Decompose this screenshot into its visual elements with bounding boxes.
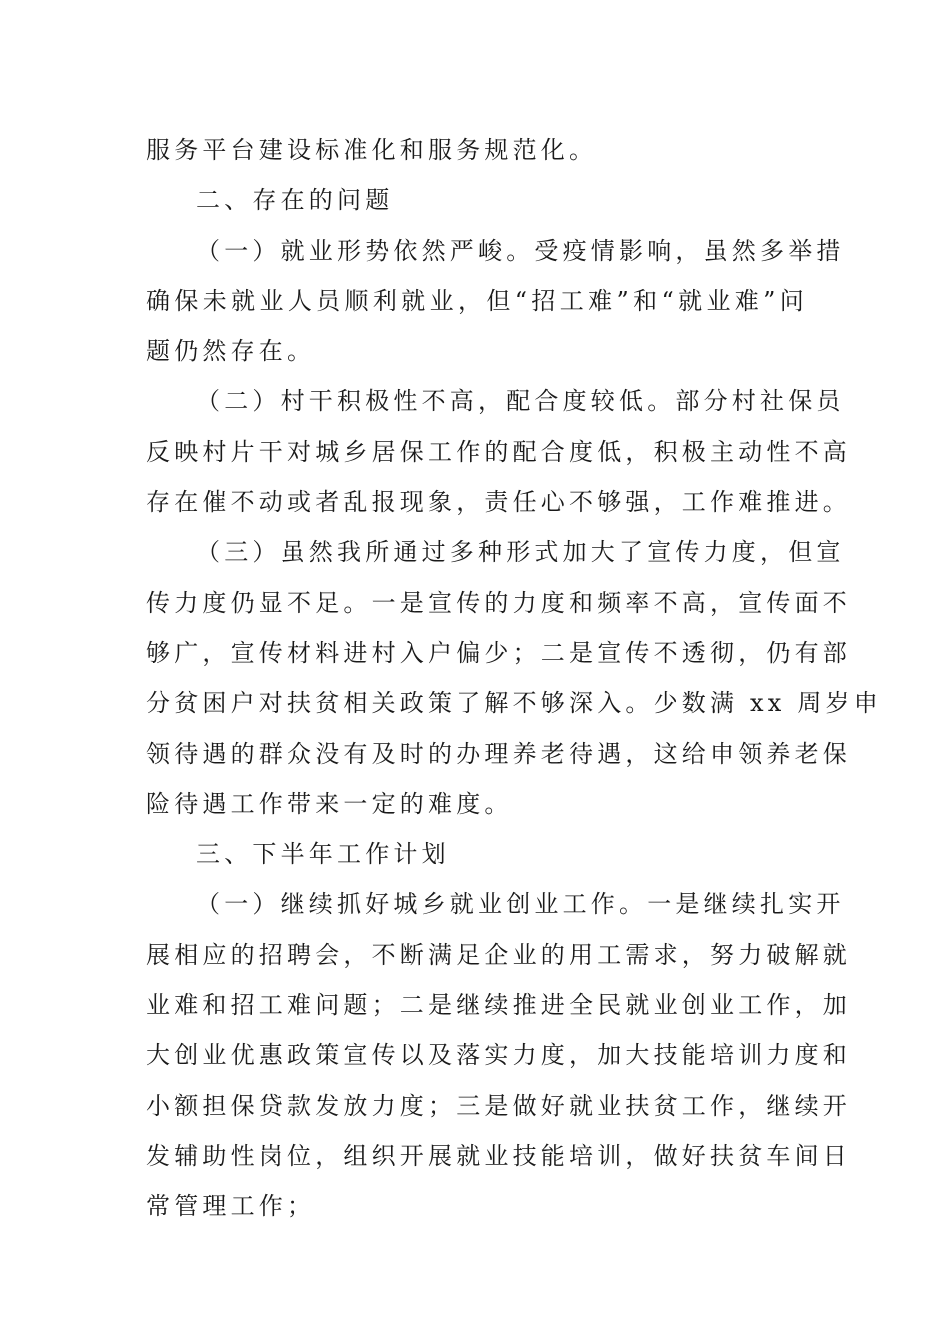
document-body: [146, 125, 882, 1232]
paragraph-line: 常管理工作；: [146, 1192, 316, 1221]
paragraph-line: 传力度仍显不足。一是宣传的力度和频率不高，宣传面不: [146, 588, 851, 617]
paragraph-line: 业难和招工难问题；二是继续推进全民就业创业工作，加: [146, 991, 851, 1020]
paragraph-line: 险待遇工作带来一定的难度。: [146, 789, 513, 818]
paragraph-line: 领待遇的群众没有及时的办理养老待遇，这给申领养老保: [146, 739, 851, 768]
paragraph-line: 小额担保贷款发放力度；三是做好就业扶贫工作，继续开: [146, 1091, 851, 1120]
paragraph-line: 确保未就业人员顺利就业，但“招工难”和“就业难”问: [146, 286, 808, 315]
paragraph-line: （二）村干积极性不高，配合度较低。部分村社保员: [196, 387, 845, 416]
paragraph-line: 够广，宣传材料进村入户偏少；二是宣传不透彻，仍有部: [146, 638, 851, 667]
paragraph-line: 题仍然存在。: [146, 337, 316, 366]
paragraph-line: （三）虽然我所通过多种形式加大了宣传力度，但宣: [196, 538, 845, 567]
paragraph-line: （一）就业形势依然严峻。受疫情影响，虽然多举措: [196, 236, 845, 265]
paragraph-line: 大创业优惠政策宣传以及落实力度，加大技能培训力度和: [146, 1041, 851, 1070]
paragraph-line: 反映村片干对城乡居保工作的配合度低，积极主动性不高: [146, 437, 851, 466]
paragraph-line: 展相应的招聘会，不断满足企业的用工需求，努力破解就: [146, 940, 851, 969]
paragraph-line: 分贫困户对扶贫相关政策了解不够深入。少数满 xx 周岁申: [146, 689, 882, 718]
paragraph-line: （一）继续抓好城乡就业创业工作。一是继续扎实开: [196, 890, 845, 919]
paragraph-line: 服务平台建设标准化和服务规范化。: [146, 136, 598, 164]
paragraph-line: 存在催不动或者乱报现象，责任心不够强，工作难推进。: [146, 488, 851, 517]
section-heading: 三、下半年工作计划: [196, 840, 450, 869]
paragraph-line: 发辅助性岗位，组织开展就业技能培训，做好扶贫车间日: [146, 1141, 851, 1170]
section-heading: 二、存在的问题: [196, 186, 394, 215]
